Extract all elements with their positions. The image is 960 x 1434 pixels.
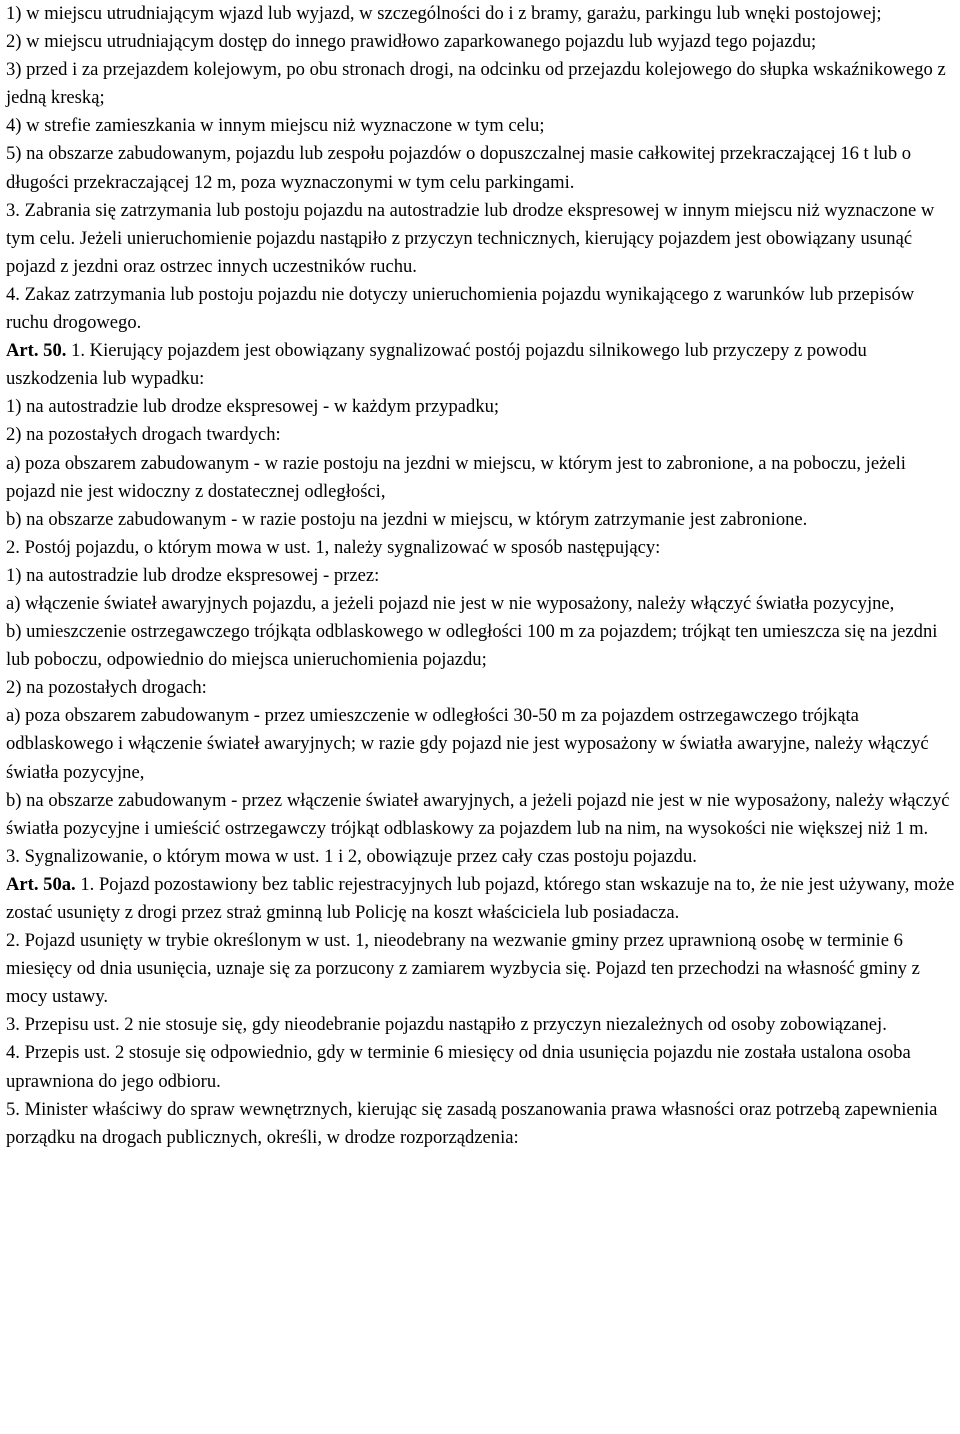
paragraph-text: 3. Sygnalizowanie, o którym mowa w ust. 1 i 2, obowiązuje przez cały czas postoju pojazdu. [6,845,697,867]
paragraph-text: 1) w miejscu utrudniającym wjazd lub wyjazd, w szczególności do i z bramy, garażu, parkingu lub wnęki postojowej; [6,3,882,24]
paragraph [6,450,958,506]
paragraph [6,702,958,786]
paragraph [6,787,958,843]
paragraph [6,112,958,140]
paragraph-text: b) umieszczenie ostrzegawczego trójkąta odblaskowego w odległości 100 m za pojazdem; trójkąt ten umieszcza się na jezdni lub poboczu, odpowiednio do miejsca unieruchomienia pojazdu; [6,621,938,671]
paragraph [6,0,958,28]
paragraph [6,393,958,421]
paragraph [6,506,958,534]
paragraph-text: 1. Kierujący pojazdem jest obowiązany sygnalizować postój pojazdu silnikowego lub przyczepy z powodu uszkodzenia lub wypadku: [6,340,867,390]
paragraph [6,562,958,590]
paragraph-text: a) włączenie świateł awaryjnych pojazdu, a jeżeli pojazd nie jest w nie wyposażony, należy włączyć światła pozycyjne, [6,592,895,614]
paragraph-text: 3) przed i za przejazdem kolejowym, po obu stronach drogi, na odcinku od przejazdu kolejowego do słupka wskaźnikowego z jedną kreską; [6,59,946,109]
paragraph [6,337,958,393]
paragraph [6,590,958,618]
paragraph-text: 2) na pozostałych drogach: [6,677,207,699]
paragraph-text: a) poza obszarem zabudowanym - przez umieszczenie w odległości 30-50 m za pojazdem ostrzegawczego trójkąta odblaskowego i włączenie świateł awaryjnych; w razie gdy pojazd nie jest wyposażony w światła awaryjne, należy włączyć światła pozycyjne, [6,705,929,783]
paragraph [6,927,958,1011]
paragraph-text: 2. Postój pojazdu, o którym mowa w ust. 1, należy sygnalizować w sposób następujący: [6,536,661,558]
paragraph [6,28,958,56]
paragraph-text: 3. Zabrania się zatrzymania lub postoju pojazdu na autostradzie lub drodze ekspresowej w innym miejscu niż wyznaczone w tym celu. Jeżeli unieruchomienie pojazdu nastąpiło z przyczyn technicznych, kierujący pojazdem jest obowiązany usunąć pojazd z jezdni oraz ostrzec innych uczestników ruchu. [6,199,935,277]
paragraph-text: 3. Przepisu ust. 2 nie stosuje się, gdy nieodebranie pojazdu nastąpiło z przyczyn niezależnych od osoby zobowiązanej. [6,1014,887,1036]
paragraph [6,1039,958,1095]
paragraph [6,534,958,562]
paragraph-text: a) poza obszarem zabudowanym - w razie postoju na jezdni w miejscu, w którym jest to zabronione, a na poboczu, jeżeli pojazd nie jest widoczny z dostatecznej odległości, [6,452,906,502]
paragraph-text: 2. Pojazd usunięty w trybie określonym w ust. 1, nieodebrany na wezwanie gminy przez uprawnioną osobę w terminie 6 miesięcy od dnia usunięcia, uznaje się za porzucony z zamiarem wyzbycia się. Pojazd ten przechodzi na własność gminy z mocy ustawy. [6,930,920,1008]
paragraph-text: 5. Minister właściwy do spraw wewnętrznych, kierując się zasadą poszanowania prawa własności oraz potrzebą zapewnienia porządku na drogach publicznych, określi, w drodze rozporządzenia: [6,1098,938,1148]
paragraph-text: 2) w miejscu utrudniającym dostęp do innego prawidłowo zaparkowanego pojazdu lub wyjazd tego pojazdu; [6,31,817,53]
paragraph [6,140,958,196]
document-body [6,0,958,1152]
paragraph [6,281,958,337]
paragraph-text: 1) na autostradzie lub drodze ekspresowej - w każdym przypadku; [6,396,500,418]
paragraph [6,1096,958,1152]
paragraph-text: 5) na obszarze zabudowanym, pojazdu lub zespołu pojazdów o dopuszczalnej masie całkowitej przekraczającej 16 t lub o długości przekraczającej 12 m, poza wyznaczonymi w tym celu parkingami. [6,143,912,193]
paragraph [6,843,958,871]
paragraph-text: 2) na pozostałych drogach twardych: [6,424,281,446]
paragraph-text: 4. Zakaz zatrzymania lub postoju pojazdu nie dotyczy unieruchomienia pojazdu wynikającego z warunków lub przepisów ruchu drogowego. [6,283,915,334]
paragraph-text: 1) na autostradzie lub drodze ekspresowej - przez: [6,564,380,586]
paragraph-text: 4. Przepis ust. 2 stosuje się odpowiednio, gdy w terminie 6 miesięcy od dnia usunięcia pojazdu nie została ustalona osoba uprawniona do jego odbioru. [6,1042,911,1092]
article-label: Art. 50a. [6,873,76,895]
paragraph-text: b) na obszarze zabudowanym - przez włączenie świateł awaryjnych, a jeżeli pojazd nie jest w nie wyposażony, należy włączyć światła pozycyjne i umieścić ostrzegawczy trójkąt odblaskowy za pojazdem lub na nim, na wysokości nie większej niż 1 m. [6,789,950,839]
paragraph-text: b) na obszarze zabudowanym - w razie postoju na jezdni w miejscu, w którym zatrzymanie jest zabronione. [6,508,808,530]
paragraph-text: 4) w strefie zamieszkania w innym miejscu niż wyznaczone w tym celu; [6,115,545,137]
paragraph-text: 1. Pojazd pozostawiony bez tablic rejestracyjnych lub pojazd, którego stan wskazuje na to, że nie jest używany, może zostać usunięty z drogi przez straż gminną lub Policję na koszt właściciela lub posiadacza. [6,873,955,923]
paragraph [6,421,958,449]
paragraph [6,1011,958,1039]
article-label: Art. 50. [6,340,67,362]
paragraph [6,674,958,702]
paragraph [6,197,958,281]
paragraph [6,618,958,674]
paragraph [6,871,958,927]
paragraph [6,56,958,112]
